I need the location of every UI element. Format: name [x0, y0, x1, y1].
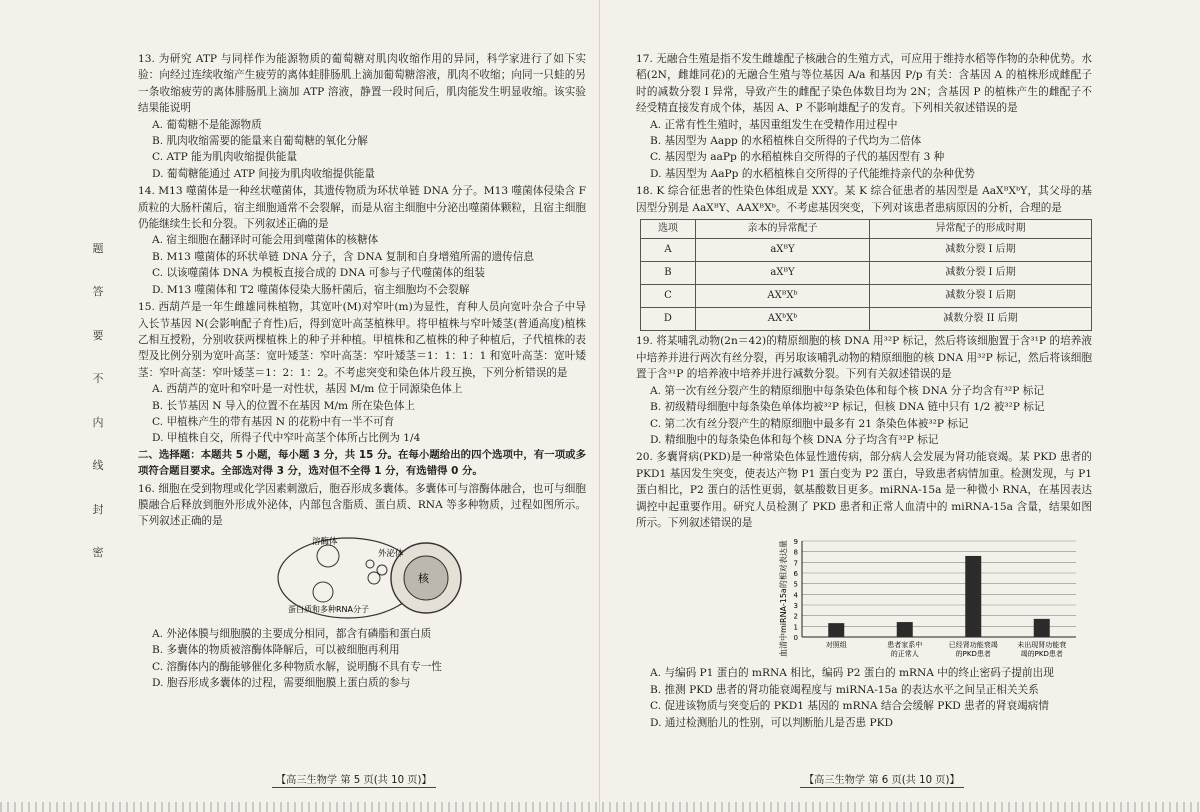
x-tick-label: 患者家系中的正常人	[887, 641, 923, 659]
question-stem: 14. M13 噬菌体是一种丝状噬菌体，其遗传物质为环状单链 DNA 分子。M13 噬菌体侵染含 F 质粒的大肠杆菌后，宿主细胞通常不会裂解，而是从宿主细胞中分泌出噬菌体颗粒，且宿主细胞仍能继续生长和分裂。下列叙述正确的是	[138, 185, 586, 231]
question-19	[636, 333, 1092, 448]
table-cell: C	[641, 285, 696, 308]
option-a: A. 葡萄糖不是能源物质	[152, 118, 262, 131]
y-tick-label: 8	[793, 549, 798, 558]
margin-char: 内	[92, 415, 104, 429]
lysosome-label: 溶酶体	[312, 536, 338, 547]
question-13	[138, 51, 586, 182]
option-d: D. 胞吞形成多囊体的过程，需要细胞膜上蛋白质的参与	[152, 677, 411, 689]
table-cell: 减数分裂 I 后期	[870, 239, 1092, 262]
option-c: C. 甲植株产生的带有基因 N 的花粉中有一半不可育	[152, 415, 395, 428]
option-b: B. 长节基因 N 导入的位置不在基因 M/m 所在染色体上	[152, 399, 416, 412]
option-c: C. 溶酶体内的酶能够催化多种物质水解，说明酶不具有专一性	[152, 660, 442, 673]
margin-char: 密	[92, 545, 104, 559]
cell-diagram	[138, 534, 586, 622]
page-footer	[800, 770, 964, 788]
cell-diagram-svg	[138, 534, 586, 622]
option-c: C. 基因型为 aaPp 的水稻植株自交所得的子代的基因型有 3 种	[650, 151, 945, 164]
left-column	[138, 50, 586, 691]
y-tick-label: 9	[793, 538, 798, 547]
table-header: 亲本的异常配子	[695, 220, 869, 239]
table-cell: AXᴮXᵇ	[695, 285, 869, 308]
option-a: A. 第一次有丝分裂产生的精原细胞中每条染色体和每个核 DNA 分子均含有³²P 标记	[650, 384, 1044, 397]
table-cell: aXᴮY	[695, 239, 869, 262]
option-c: C. 促进该物质与突变后的 PKD1 基因的 mRNA 结合会缓解 PKD 患者的肾衰竭病情	[650, 700, 1049, 713]
table-header: 选项	[641, 220, 696, 239]
option-a: A. 与编码 P1 蛋白的 mRNA 相比，编码 P2 蛋白的 mRNA 中的终止密码子提前出现	[650, 667, 1054, 680]
table-cell: D	[641, 308, 696, 331]
option-d: D. 通过检测胎儿的性别，可以判断胎儿是否患 PKD	[650, 716, 894, 729]
table-cell: 减数分裂 I 后期	[870, 262, 1092, 285]
option-a: A. 宿主细胞在翻译时可能会用到噬菌体的核糖体	[152, 234, 379, 247]
option-a: A. 西葫芦的宽叶和窄叶是一对性状，基因 M/m 位于同源染色体上	[152, 383, 463, 396]
x-tick-label: 对照组	[825, 641, 847, 650]
option-b: B. 多囊体的物质被溶酶体降解后，可以被细胞再利用	[152, 644, 400, 657]
question-stem: 13. 为研究 ATP 与同样作为能源物质的葡萄糖对肌肉收缩作用的异同，科学家进行了如下实验：向经过连续收缩产生疲劳的离体蛙腓肠肌上滴加葡萄糖溶液，肌肉不收缩；向同一只蛙的另一条收缩疲劳的离体腓肠肌上滴加 ATP 溶液，静置一段时间后，肌肉能发生明显收缩。该实验结果能说明	[138, 53, 586, 115]
x-tick-label: 未出现肾功能衰竭的PKD患者	[1017, 641, 1067, 659]
right-column	[636, 50, 1092, 731]
margin-char: 答	[92, 285, 104, 299]
x-tick-label: 已经肾功能衰竭的PKD患者	[948, 641, 998, 659]
option-b: B. 推测 PKD 患者的肾功能衰竭程度与 miRNA-15a 的表达水平之间呈正相关关系	[650, 683, 1039, 696]
option-c: C. 第二次有丝分裂产生的精原细胞中最多有 21 条染色体被³²P 标记	[650, 417, 969, 430]
table-header-row	[641, 220, 1092, 239]
mirna-chart-svg	[636, 533, 1092, 663]
table-cell: aXᴮY	[695, 262, 869, 285]
y-tick-label: 7	[793, 559, 798, 568]
table-row	[641, 239, 1092, 262]
y-tick-label: 3	[793, 602, 798, 611]
nucleus-label: 核	[418, 571, 429, 585]
option-c: C. 以该噬菌体 DNA 为模板直接合成的 DNA 可参与子代噬菌体的组装	[152, 267, 486, 280]
question-17	[636, 51, 1092, 182]
table-cell: A	[641, 239, 696, 262]
table-row	[641, 285, 1092, 308]
option-b: B. 初级精母细胞中每条染色单体均被³²P 标记，但核 DNA 链中只有 1/2 被³²P 标记	[650, 401, 1045, 414]
question-20	[636, 449, 1092, 731]
table-cell: B	[641, 262, 696, 285]
option-d: D. 葡萄糖能通过 ATP 间接为肌肉收缩提供能量	[152, 167, 375, 180]
footer-label: 【高三生物学 第 6 页(共 10 页)】	[800, 770, 964, 788]
bar	[965, 556, 981, 637]
option-d: D. 基因型为 AaPp 的水稻植株自交所得的子代能维持亲代的杂种优势	[650, 167, 975, 180]
y-tick-label: 2	[793, 613, 798, 622]
y-tick-label: 4	[793, 591, 798, 600]
y-tick-label: 1	[793, 623, 798, 632]
table-row	[641, 308, 1092, 331]
question-16	[138, 481, 586, 692]
page-6	[600, 0, 1200, 812]
exosome-label: 外泌体	[378, 548, 404, 559]
option-d: D. M13 噬菌体和 T2 噬菌体侵染大肠杆菌后，宿主细胞均不会裂解	[152, 283, 470, 296]
section-heading: 二、选择题：本题共 5 小题，每小题 3 分，共 15 分。在每小题给出的四个选项中，有一项或多项符合题目要求。全部选对得 3 分，选对但不全得 1 分，有选错得 0 分。	[138, 448, 586, 478]
scan-edge-noise	[0, 802, 1200, 812]
option-a: A. 正常有性生殖时，基因重组发生在受精作用过程中	[650, 118, 898, 131]
option-a: A. 外泌体膜与细胞膜的主要成分相同，都含有磷脂和蛋白质	[152, 627, 432, 640]
margin-char: 封	[92, 502, 104, 516]
page-footer	[272, 770, 436, 788]
question-stem: 15. 西葫芦是一年生雌雄同株植物，其宽叶(M)对窄叶(m)为显性，育种人员向宽叶杂合子中导入长节基因 N(会影响配子育性)后，得到宽叶高茎植株甲。将甲植株与窄叶矮茎(普通高度)植株乙相互授粉，分别收获两棵植株上的种子并种植。甲植株和乙植株的种子种植后，子代植株的表型及比例分别为宽叶高茎：宽叶矮茎：窄叶高茎：窄叶矮茎＝1：1：1：1 和宽叶高茎：宽叶矮茎：窄叶高茎：窄叶矮茎＝1：2：1：2。不考虑突变和染色体片段互换，下列分析错误的是	[138, 301, 586, 379]
margin-char: 线	[92, 459, 104, 473]
mirna-chart	[636, 533, 1092, 663]
contents-label: 蛋白质和多种RNA分子	[288, 604, 370, 614]
bar	[1034, 619, 1050, 637]
option-d: D. 甲植株自交，所得子代中窄叶高茎个体所占比例为 1/4	[152, 432, 421, 445]
table-header: 异常配子的形成时期	[870, 220, 1092, 239]
table-row	[641, 262, 1092, 285]
bar	[828, 623, 844, 637]
margin-char: 不	[92, 372, 104, 386]
margin-char: 要	[92, 328, 104, 342]
y-tick-label: 5	[793, 581, 798, 590]
footer-label: 【高三生物学 第 5 页(共 10 页)】	[272, 770, 436, 788]
gamete-table	[640, 219, 1092, 331]
question-stem: 20. 多囊肾病(PKD)是一种常染色体显性遗传病，部分病人会发展为肾功能衰竭。某 PKD 患者的 PKD1 基因发生突变，使表达产物 P1 蛋白变为 P2 蛋白，导致患者病情加重。检测发现，与 P1 蛋白相比，P2 蛋白的活性更弱，氨基酸数目更多。miRNA-15a 是一种微小 RNA，在基因表达调控中起重要作用。研究人员检测了 PKD 患者和正常人血清中的 miRNA-15a 含量，结果如图所示。下列叙述错误的是	[636, 451, 1092, 529]
question-18	[636, 183, 1092, 331]
chart-y-label: 血清中miRNA-15a的相对表达量	[779, 540, 788, 658]
question-stem: 18. K 综合征患者的性染色体组成是 XXY。某 K 综合征患者的基因型是 AaXᴮXᵇY，其父母的基因型分别是 AaXᴮY、AAXᴮXᵇ。不考虑基因突变，下列对该患者患病原因的分析，合理的是	[636, 185, 1092, 214]
option-b: B. 基因型为 Aapp 的水稻植株自交所得的子代均为二倍体	[650, 135, 922, 148]
question-stem: 16. 细胞在受到物理或化学因素刺激后，胞吞形成多囊体。多囊体可与溶酶体融合，也可与细胞膜融合后释放到胞外形成外泌体，内部包含脂质、蛋白质、RNA 等多种物质，过程如图所示。下列叙述正确的是	[138, 482, 586, 528]
option-d: D. 精细胞中的每条染色体和每个核 DNA 分子均含有³²P 标记	[650, 433, 939, 446]
table-cell: 减数分裂 II 后期	[870, 308, 1092, 331]
option-b: B. M13 噬菌体的环状单链 DNA 分子，含 DNA 复制和自身增殖所需的遗传信息	[152, 250, 534, 263]
question-15	[138, 299, 586, 447]
question-14	[138, 183, 586, 298]
y-tick-label: 0	[793, 634, 798, 643]
question-stem: 19. 将某哺乳动物(2n＝42)的精原细胞的核 DNA 用³²P 标记，然后将该细胞置于含³¹P 的培养液中培养并进行两次有丝分裂，再另取该哺乳动物的精原细胞的核 DNA 用³²P 标记，然后将该细胞置于含³¹P 的培养液中培养并进行减数分裂。下列有关叙述错误的是	[636, 335, 1092, 381]
bar	[897, 622, 913, 637]
question-stem: 17. 无融合生殖是指不发生雌雄配子核融合的生殖方式，可应用于维持水稻等作物的杂种优势。水稻(2N，雌雄同花)的无融合生殖与等位基因 A/a 和基因 P/p 有关：含基因 A 的植株形成雌配子时的减数分裂 I 异常，导致产生的雌配子染色体数目均为 2N；含基因 P 的植株产生的雌配子不经受精直接发育成个体，基因 A、P 不影响雄配子的发育。下列相关叙述错误的是	[636, 53, 1092, 115]
option-b: B. 肌肉收缩需要的能量来自葡萄糖的氧化分解	[152, 135, 368, 148]
margin-char: 题	[92, 242, 104, 255]
lysosome	[317, 545, 339, 567]
y-tick-label: 6	[793, 570, 798, 579]
option-c: C. ATP 能为肌肉收缩提供能量	[152, 151, 298, 164]
table-cell: 减数分裂 I 后期	[870, 285, 1092, 308]
table-cell: AXᵇXᵇ	[695, 308, 869, 331]
